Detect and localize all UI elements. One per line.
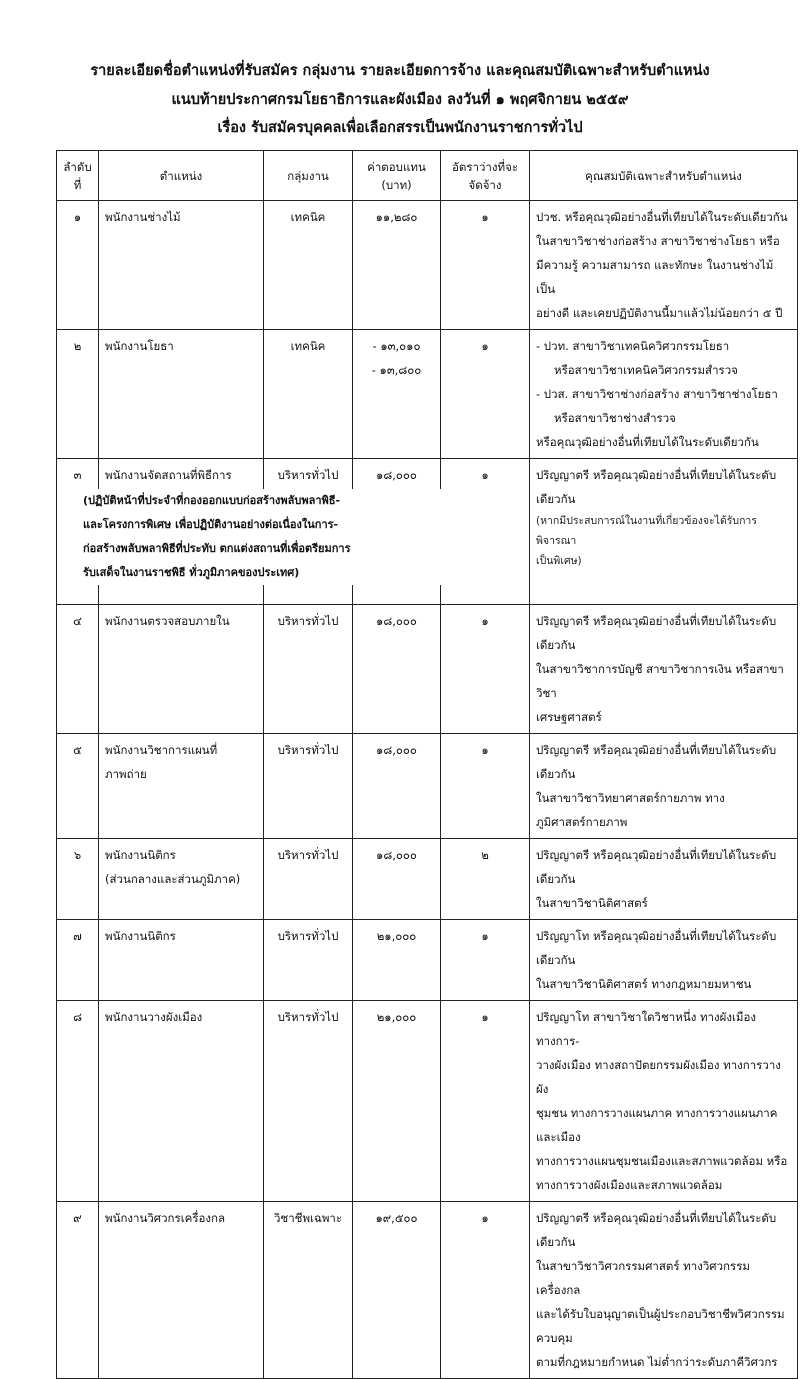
heading-line-1: รายละเอียดชื่อตำแหน่งที่รับสมัคร กลุ่มงาน รายละเอียดการจ้าง และคุณสมบัติเฉพาะสำหรับตำแหน่ง [90,63,710,79]
duty-note-line: และโครงการพิเศษ เพื่อปฏิบัติงานอย่างต่อเนื่องในการ- [83,518,339,531]
qualification-line: วางผังเมือง ทางสถาปัตยกรรมผังเมือง ทางการวางผัง [536,1058,781,1096]
qualification-line: เศรษฐศาสตร์ [536,710,602,724]
position-name: พนักงานนิติกร [105,848,176,862]
row-vacancy: ๑ [441,920,530,1001]
table-row [57,839,798,920]
qualification-line: ปริญญาตรี หรือคุณวุฒิอย่างอื่นที่เทียบได้ในระดับเดียวกัน [536,1211,777,1249]
qualification-line: ชุมชน ทางการวางแผนภาค ทางการวางแผนภาคและเมือง [536,1106,778,1144]
row-number: ๖ [57,839,99,920]
position-name: พนักงานตรวจสอบภายใน [105,614,230,628]
row-pay [353,839,441,920]
row-vacancy: ๑ [441,605,530,734]
col-header-vacancy: อัตราว่างที่จะจัดจ้าง [441,151,530,201]
row-position [99,605,264,734]
qualification-line: หรือสาขาวิชาช่างสำรวจ [554,411,676,425]
row-number: ๓ [57,459,99,605]
col-header-no: ลำดับที่ [57,151,99,201]
qualification-line: ปริญญาตรี หรือคุณวุฒิอย่างอื่นที่เทียบได้ในระดับเดียวกัน [536,614,777,652]
row-qualification [530,1202,798,1379]
row-position [99,201,264,330]
qualification-line: หรือสาขาวิชาเทคนิควิศวกรรมสำรวจ [554,363,738,377]
qualification-line: ปริญญาตรี หรือคุณวุฒิอย่างอื่นที่เทียบได้ในระดับเดียวกัน [536,468,777,506]
qualification-line: ในสาขาวิชาวิทยาศาสตร์กายภาพ ทางภูมิศาสตร์กายภาพ [536,791,725,829]
col-header-group: กลุ่มงาน [264,151,353,201]
row-group: วิชาชีพเฉพาะ [264,1202,353,1379]
position-name: พนักงานวางผังเมือง [105,1010,203,1024]
position-name: พนักงานนิติกร [105,929,176,943]
row-qualification [530,1001,798,1202]
qualification-line: ปริญญาตรี หรือคุณวุฒิอย่างอื่นที่เทียบได้ในระดับเดียวกัน [536,848,777,886]
row-group: บริหารทั่วไป [264,734,353,839]
row-position [99,839,264,920]
heading-line-3: เรื่อง รับสมัครบุคคลเพื่อเลือกสรรเป็นพนักงานราชการทั่วไป [217,120,583,136]
duty-note-line: ก่อสร้างพลับพลาพิธีที่ประทับ ตกแต่งสถานที่เพื่อตรียมการ [83,542,351,555]
position-name: พนักงานช่างไม้ [105,210,181,224]
qualification-line: ปวช. หรือคุณวุฒิอย่างอื่นที่เทียบได้ในระดับเดียวกัน [536,210,788,224]
qualification-line: ในสาขาวิชาช่างก่อสร้าง สาขาวิชาช่างโยธา หรือ [536,234,780,248]
qualification-line: - ปวส. สาขาวิชาช่างก่อสร้าง สาขาวิชาช่างโยธา [536,387,778,401]
row-pay [353,330,441,459]
qualification-line: ปริญญาโท หรือคุณวุฒิอย่างอื่นที่เทียบได้ในระดับเดียวกัน [536,929,777,967]
pay-value: ๑๑,๒๘๐ [375,210,418,224]
row-position [99,734,264,839]
row-position [99,1202,264,1379]
row-pay [353,1202,441,1379]
qualification-line: ทางการวางแผนชุมชนเมืองและสภาพแวดล้อม หรือ [536,1154,788,1168]
row-position [99,330,264,459]
row-vacancy: ๑ [441,459,530,605]
row-number: ๘ [57,1001,99,1202]
row-number: ๙ [57,1202,99,1379]
row-position [99,1001,264,1202]
qualification-line: ในสาขาวิชานิติศาสตร์ ทางกฎหมายมหาชน [536,977,752,991]
row-position [99,920,264,1001]
col-header-position: ตำแหน่ง [99,151,264,201]
row-number: ๗ [57,920,99,1001]
table-row [57,605,798,734]
row-qualification [530,459,798,605]
row-pay [353,734,441,839]
pay-value: ๑๘,๐๐๐ [376,468,417,482]
row-vacancy: ๒ [441,839,530,920]
table-row [57,459,798,605]
position-name: พนักงานจัดสถานที่พิธีการ [105,468,232,482]
row-qualification [530,330,798,459]
qualification-line: ในสาขาวิชาวิศวกรรมศาสตร์ ทางวิศวกรรมเครื่องกล [536,1259,750,1297]
pay-value: ๑๘,๐๐๐ [376,614,417,628]
qualification-line: อย่างดี และเคยปฏิบัติงานนี้มาแล้วไม่น้อยกว่า ๕ ปี [536,306,783,320]
duty-note-line: (ปฏิบัติหน้าที่ประจำที่กองออกแบบก่อสร้างพลับพลาพิธี- [83,494,341,507]
row-group: เทคนิค [264,201,353,330]
row-pay [353,920,441,1001]
table-row [57,201,798,330]
position-name: พนักงานโยธา [105,339,174,353]
row-pay [353,605,441,734]
qualification-line: และได้รับใบอนุญาตเป็นผู้ประกอบวิชาชีพวิศวกรรมควบคุม [536,1307,785,1345]
table-row [57,734,798,839]
heading-line-2: แนบท้ายประกาศกรมโยธาธิการและผังเมือง ลงวันที่ ๑ พฤศจิกายน ๒๕๕๙ [171,92,629,108]
qualification-line: ตามที่กฎหมายกำหนด ไม่ต่ำกว่าระดับภาคีวิศวกร [536,1355,778,1369]
table-row [57,330,798,459]
row-qualification [530,839,798,920]
qualification-line: - ปวท. สาขาวิชาเทคนิควิศวกรรมโยธา [536,339,730,353]
qualification-line: ทางการวางผังเมืองและสภาพแวดล้อม [536,1178,723,1192]
col-header-qualification: คุณสมบัติเฉพาะสำหรับตำแหน่ง [530,151,798,201]
pay-value: ๒๑,๐๐๐ [376,929,417,943]
row-qualification [530,605,798,734]
qualification-line: ในสาขาวิชาการบัญชี สาขาวิชาการเงิน หรือสาขาวิชา [536,662,784,700]
position-name: พนักงานวิศวกรเครื่องกล [105,1211,226,1225]
row-group: บริหารทั่วไป [264,920,353,1001]
position-duty-note [83,489,473,585]
row-number: ๕ [57,734,99,839]
pay-value: ๑๙,๕๐๐ [375,1211,418,1225]
row-qualification [530,734,798,839]
pay-value: ๑๘,๐๐๐ [376,743,417,757]
row-vacancy: ๑ [441,1001,530,1202]
table-row [57,1202,798,1379]
row-group: เทคนิค [264,330,353,459]
table-header-row [57,151,798,201]
row-group: บริหารทั่วไป [264,1001,353,1202]
positions-table [56,150,798,1379]
qualification-note-line: (หากมีประสบการณ์ในงานที่เกี่ยวข้องจะได้รับการพิจารณา [536,515,757,547]
position-subtitle: (ส่วนกลางและส่วนภูมิภาค) [105,872,241,886]
table-row [57,920,798,1001]
row-number: ๒ [57,330,99,459]
row-pay [353,1001,441,1202]
row-group: บริหารทั่วไป [264,605,353,734]
table-row [57,1001,798,1202]
row-group: บริหารทั่วไป [264,459,353,605]
row-pay [353,201,441,330]
row-number: ๔ [57,605,99,734]
pay-value: - ๑๓,๐๑๐ [372,339,421,353]
qualification-line: ปริญญาตรี หรือคุณวุฒิอย่างอื่นที่เทียบได้ในระดับเดียวกัน [536,743,777,781]
duty-note-line: รับเสด็จในงานราชพิธี ทั่วภูมิภาคของประเทศ) [83,566,300,579]
qualification-note-line: เป็นพิเศษ) [536,555,582,567]
qualification-line: มีความรู้ ความสามารถ และทักษะ ในงานช่างไม้เป็น [536,258,774,296]
pay-value: ๒๑,๐๐๐ [376,1010,417,1024]
row-number: ๑ [57,201,99,330]
position-name: พนักงานวิชาการแผนที่ภาพถ่าย [105,743,218,781]
qualification-line: ปริญญาโท สาขาวิชาใดวิชาหนึ่ง ทางผังเมือง ทางการ- [536,1010,757,1048]
row-vacancy: ๑ [441,734,530,839]
row-vacancy: ๑ [441,1202,530,1379]
row-group: บริหารทั่วไป [264,839,353,920]
qualification-line: ในสาขาวิชานิติศาสตร์ [536,896,648,910]
col-header-pay: ค่าตอบแทน (บาท) [353,151,441,201]
row-qualification [530,920,798,1001]
row-vacancy: ๑ [441,201,530,330]
pay-value-2: - ๑๓,๘๐๐ [371,363,422,377]
row-qualification [530,201,798,330]
pay-value: ๑๘,๐๐๐ [376,848,417,862]
row-vacancy: ๑ [441,330,530,459]
qualification-line: หรือคุณวุฒิอย่างอื่นที่เทียบได้ในระดับเดียวกัน [536,435,759,449]
